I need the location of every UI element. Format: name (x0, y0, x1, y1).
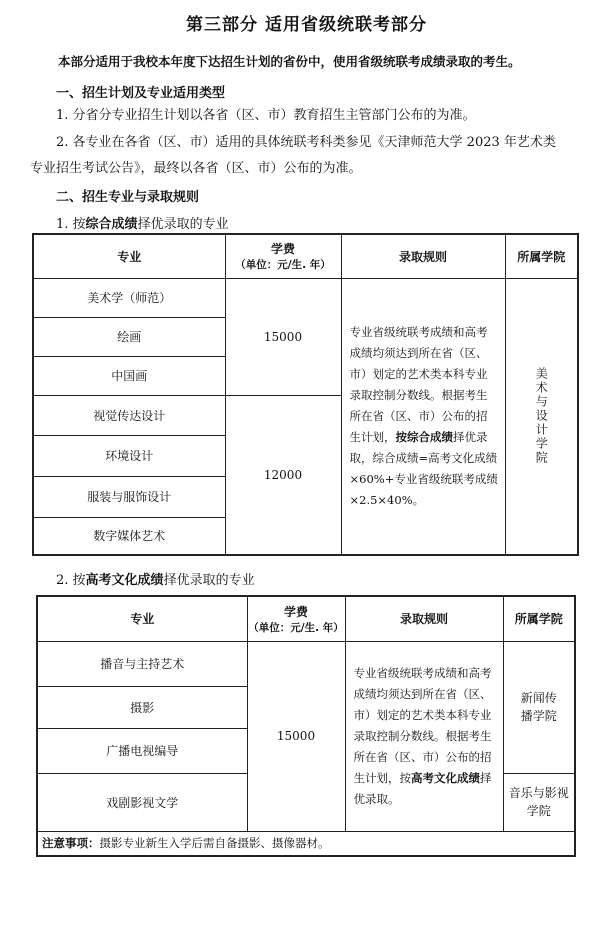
table-row (37, 641, 575, 686)
table1-header-fee-unit: （单位：元/生. 年） (235, 259, 331, 272)
sub2-prefix: 2. 按 (56, 573, 86, 588)
table1-header-college: 所属学院 (505, 234, 578, 278)
page-title: 第三部分 适用省级统联考部分 (186, 15, 427, 35)
table-row (33, 278, 578, 317)
table1-header-fee-label: 学费 (270, 242, 295, 257)
table1-header-major: 专业 (33, 234, 225, 278)
table2-major: 广播电视编导 (37, 728, 247, 773)
table2-fee: 15000 (247, 641, 345, 831)
table2-major: 播音与主持艺术 (37, 641, 247, 686)
table2-header-rule: 录取规则 (345, 596, 503, 641)
table2-major: 摄影 (37, 686, 247, 728)
table1-header-row (33, 234, 578, 278)
table1-major: 美术学（师范） (33, 278, 225, 317)
table1-rule-text2: 择优录取，综合成绩=高考文化成绩×60%+专业省级统联考成绩×2.5×40%。 (349, 429, 498, 507)
table2-rule-bold: 高考文化成绩 (411, 770, 480, 785)
sub2-suffix: 择优录取的专业 (163, 573, 255, 588)
table1-header-fee (225, 234, 341, 278)
table1 (32, 233, 579, 556)
sub1-suffix: 择优录取的专业 (137, 217, 229, 232)
section2-heading: 二、招生专业与录取规则 (56, 190, 200, 205)
note-label: 注意事项： (42, 836, 100, 851)
table1-fee-b: 12000 (225, 395, 341, 555)
table2-rule (345, 641, 503, 831)
table2-header-fee-label: 学费 (283, 604, 308, 619)
table1-college-cell (505, 278, 578, 555)
table1-college: 美术与设计学院 (534, 367, 549, 466)
table1-rule-bold: 按综合成绩 (395, 429, 453, 444)
intro-text: 本部分适用于我校本年度下达招生计划的省份中，使用省级统联考成绩录取的考生。 (58, 54, 521, 69)
table2-college-a: 新闻传播学院 (520, 691, 557, 723)
table1-header-rule: 录取规则 (341, 234, 505, 278)
table1-major: 环境设计 (33, 435, 225, 476)
section2-sub1 (56, 213, 229, 232)
sub1-prefix: 1. 按 (56, 217, 86, 232)
table2-note-row (37, 831, 575, 856)
sub1-bold: 综合成绩 (85, 217, 138, 232)
table2-header-row (37, 596, 575, 641)
table2-header-fee (247, 596, 345, 641)
table2-college-b-cell (503, 773, 575, 831)
table2-rule-text2: 择优录取。 (353, 770, 492, 806)
table2-header-major: 专业 (37, 596, 247, 641)
section1-p1: 1. 分省分专业招生计划以各省（区、市）教育招生主管部门公布的为准。 (56, 108, 476, 123)
note-text: 摄影专业新生入学后需自备摄影、摄像器材。 (99, 836, 330, 851)
table1-rule-text1: 专业省级统联考成绩和高考成绩均须达到所在省（区、市）划定的艺术类本科专业录取控制分数线。根据考生所在省（区、市）公布的招生计划， (349, 324, 488, 444)
table2-rule-text1: 专业省级统联考成绩和高考成绩均须达到所在省（区、市）划定的艺术类本科专业录取控制分数线。根据考生所在省（区、市）公布的招生计划，按 (353, 665, 492, 785)
section2-sub2 (56, 569, 255, 588)
table2-header-fee-unit: （单位：元/生. 年） (248, 621, 344, 634)
table2-college-b: 音乐与影视学院 (508, 786, 569, 818)
table1-major: 中国画 (33, 356, 225, 395)
table1-major: 视觉传达设计 (33, 395, 225, 435)
section1-p2-line1: 2. 各专业在各省（区、市）适用的具体统联考科类参见《天津师范大学 2023 年艺术类 (56, 135, 556, 150)
table2-college-a-cell (503, 641, 575, 773)
table2-major: 戏剧影视文学 (37, 773, 247, 831)
table2-note (37, 831, 575, 856)
section1-p2-line2: 专业招生考试公告》，最终以各省（区、市）公布的为准。 (30, 161, 362, 176)
table2 (36, 595, 576, 857)
table1-major: 绘画 (33, 317, 225, 356)
table2-header-college: 所属学院 (503, 596, 575, 641)
sub2-bold: 高考文化成绩 (85, 573, 164, 588)
table1-rule (341, 278, 505, 555)
section1-heading: 一、招生计划及专业适用类型 (56, 86, 226, 101)
table1-major: 数字媒体艺术 (33, 517, 225, 555)
table1-fee-a: 15000 (225, 278, 341, 395)
table1-major: 服装与服饰设计 (33, 476, 225, 517)
